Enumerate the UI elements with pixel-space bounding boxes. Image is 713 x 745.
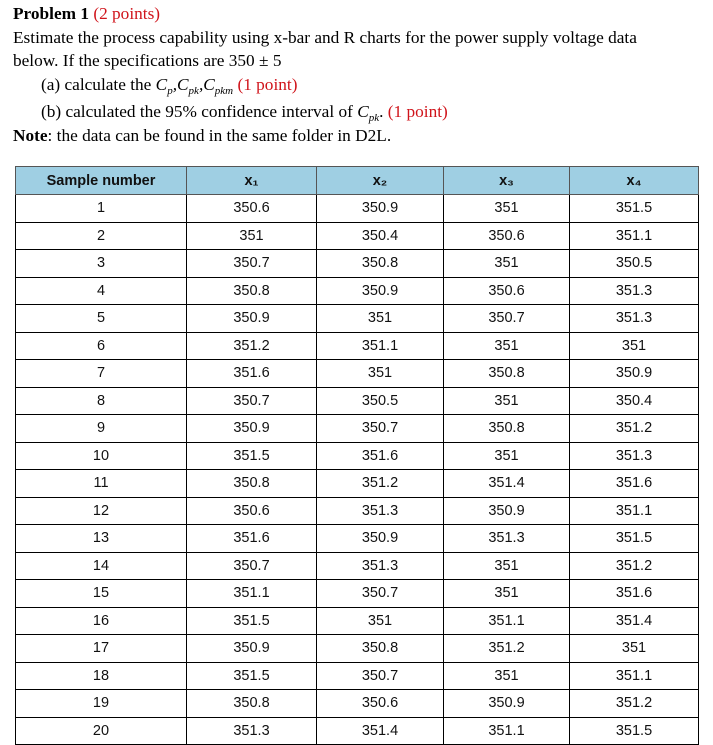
x1-cell: 351.3 bbox=[187, 717, 317, 745]
x1-cell: 351.2 bbox=[187, 332, 317, 360]
x1-cell: 351.5 bbox=[187, 607, 317, 635]
x4-cell: 351.5 bbox=[570, 717, 699, 745]
note-line bbox=[13, 124, 708, 148]
table-row bbox=[16, 277, 699, 305]
part-a-points: (1 point) bbox=[237, 74, 298, 94]
sample-number-cell: 10 bbox=[16, 442, 187, 470]
x3-cell: 351 bbox=[444, 580, 570, 608]
part-a-text: (a) calculate the bbox=[41, 74, 156, 94]
statement-line-2 bbox=[13, 49, 708, 73]
part-b-symbol: $C_{pk}$ bbox=[357, 102, 380, 124]
x1-cell: 350.6 bbox=[187, 497, 317, 525]
sample-number-cell: 14 bbox=[16, 552, 187, 580]
x2-cell: 351 bbox=[317, 607, 444, 635]
sample-number-cell: 1 bbox=[16, 195, 187, 223]
x2-cell: 350.7 bbox=[317, 415, 444, 443]
x3-cell: 350.7 bbox=[444, 305, 570, 333]
x2-cell: 351.4 bbox=[317, 717, 444, 745]
x2-cell: 351.6 bbox=[317, 442, 444, 470]
x2-cell: 351.3 bbox=[317, 552, 444, 580]
sample-number-cell: 4 bbox=[16, 277, 187, 305]
header-x1: x₁ bbox=[187, 167, 317, 195]
statement-line-2-text: below. If the specifications are bbox=[13, 51, 229, 70]
table-row bbox=[16, 552, 699, 580]
specification: 350 ± 5 bbox=[228, 51, 282, 70]
table-row bbox=[16, 607, 699, 635]
x4-cell: 351.1 bbox=[570, 497, 699, 525]
table-row bbox=[16, 250, 699, 278]
sample-number-cell: 2 bbox=[16, 222, 187, 250]
part-b: (b) calculated the 95% confidence interval of $C_{pk}$. (1 point) bbox=[41, 102, 448, 124]
table-row bbox=[16, 717, 699, 745]
x4-cell: 350.5 bbox=[570, 250, 699, 278]
x3-cell: 350.9 bbox=[444, 497, 570, 525]
sample-number-cell: 5 bbox=[16, 305, 187, 333]
x3-cell: 350.6 bbox=[444, 222, 570, 250]
header-x3: x₃ bbox=[444, 167, 570, 195]
table-row bbox=[16, 497, 699, 525]
x4-cell: 351.6 bbox=[570, 470, 699, 498]
problem-title-line bbox=[13, 2, 708, 26]
x2-cell: 351 bbox=[317, 305, 444, 333]
x4-cell: 351.3 bbox=[570, 277, 699, 305]
x1-cell: 351 bbox=[187, 222, 317, 250]
x3-cell: 351 bbox=[444, 552, 570, 580]
table-row bbox=[16, 525, 699, 553]
x2-cell: 351.2 bbox=[317, 470, 444, 498]
sample-number-cell: 17 bbox=[16, 635, 187, 663]
x2-cell: 350.9 bbox=[317, 525, 444, 553]
sample-number-cell: 8 bbox=[16, 387, 187, 415]
note-label: Note bbox=[13, 125, 48, 145]
x3-cell: 351 bbox=[444, 332, 570, 360]
sample-number-cell: 9 bbox=[16, 415, 187, 443]
x1-cell: 350.9 bbox=[187, 415, 317, 443]
x4-cell: 351.2 bbox=[570, 415, 699, 443]
table-body bbox=[16, 195, 699, 745]
x3-cell: 351 bbox=[444, 195, 570, 223]
part-a bbox=[13, 73, 708, 97]
x2-cell: 350.8 bbox=[317, 250, 444, 278]
problem-statement bbox=[13, 2, 708, 147]
part-a-capability-indices: $C_p,C_{pk},C_{pkm}$ bbox=[155, 74, 234, 97]
x2-cell: 350.4 bbox=[317, 222, 444, 250]
x1-cell: 350.8 bbox=[187, 277, 317, 305]
x2-cell: 350.9 bbox=[317, 195, 444, 223]
x2-cell: 351.3 bbox=[317, 497, 444, 525]
x3-cell: 351 bbox=[444, 387, 570, 415]
x4-cell: 351.2 bbox=[570, 690, 699, 718]
sample-number-cell: 3 bbox=[16, 250, 187, 278]
x1-cell: 350.7 bbox=[187, 552, 317, 580]
x1-cell: 351.6 bbox=[187, 525, 317, 553]
table-row bbox=[16, 442, 699, 470]
sample-number-cell: 16 bbox=[16, 607, 187, 635]
x4-cell: 351.1 bbox=[570, 222, 699, 250]
problem-title: Problem 1 bbox=[13, 4, 89, 23]
sample-number-cell: 6 bbox=[16, 332, 187, 360]
statement-line-1: Estimate the process capability using x-bar and R charts for the power supply voltage data bbox=[13, 27, 637, 47]
x2-cell: 350.6 bbox=[317, 690, 444, 718]
sample-number-cell: 13 bbox=[16, 525, 187, 553]
x1-cell: 351.1 bbox=[187, 580, 317, 608]
sample-number-cell: 19 bbox=[16, 690, 187, 718]
x4-cell: 351.1 bbox=[570, 662, 699, 690]
x3-cell: 351.2 bbox=[444, 635, 570, 663]
sample-number-cell: 7 bbox=[16, 360, 187, 388]
x3-cell: 351.1 bbox=[444, 607, 570, 635]
table-row bbox=[16, 332, 699, 360]
x2-cell: 350.5 bbox=[317, 387, 444, 415]
x3-cell: 350.6 bbox=[444, 277, 570, 305]
x4-cell: 351.3 bbox=[570, 442, 699, 470]
x1-cell: 350.9 bbox=[187, 635, 317, 663]
x2-cell: 351.1 bbox=[317, 332, 444, 360]
x1-cell: 351.6 bbox=[187, 360, 317, 388]
x4-cell: 351.6 bbox=[570, 580, 699, 608]
sample-number-cell: 12 bbox=[16, 497, 187, 525]
voltage-data-table bbox=[15, 166, 699, 745]
table-row bbox=[16, 222, 699, 250]
x4-cell: 351 bbox=[570, 332, 699, 360]
x1-cell: 351.5 bbox=[187, 442, 317, 470]
x1-cell: 350.8 bbox=[187, 690, 317, 718]
x3-cell: 351.4 bbox=[444, 470, 570, 498]
x3-cell: 351 bbox=[444, 442, 570, 470]
x4-cell: 350.4 bbox=[570, 387, 699, 415]
x4-cell: 351.5 bbox=[570, 195, 699, 223]
part-b-points: (1 point) bbox=[387, 102, 448, 121]
note-text: : the data can be found in the same folder in D2L. bbox=[47, 125, 392, 145]
x1-cell: 350.6 bbox=[187, 195, 317, 223]
part-b-text: (b) calculated the 95% confidence interval of bbox=[41, 102, 358, 121]
x2-cell: 351 bbox=[317, 360, 444, 388]
table-row bbox=[16, 387, 699, 415]
x3-cell: 350.8 bbox=[444, 415, 570, 443]
x3-cell: 351 bbox=[444, 250, 570, 278]
x4-cell: 351.2 bbox=[570, 552, 699, 580]
x3-cell: 350.8 bbox=[444, 360, 570, 388]
x3-cell: 351.3 bbox=[444, 525, 570, 553]
table-row bbox=[16, 580, 699, 608]
x4-cell: 351.3 bbox=[570, 305, 699, 333]
table-row bbox=[16, 415, 699, 443]
x2-cell: 350.7 bbox=[317, 580, 444, 608]
sample-number-cell: 20 bbox=[16, 717, 187, 745]
x1-cell: 350.7 bbox=[187, 250, 317, 278]
problem-points: (2 points) bbox=[93, 4, 161, 23]
sample-number-cell: 11 bbox=[16, 470, 187, 498]
header-sample-number: Sample number bbox=[16, 167, 187, 195]
sample-number-cell: 18 bbox=[16, 662, 187, 690]
x1-cell: 350.8 bbox=[187, 470, 317, 498]
x3-cell: 351.1 bbox=[444, 717, 570, 745]
table-row bbox=[16, 690, 699, 718]
table-row bbox=[16, 305, 699, 333]
x3-cell: 350.9 bbox=[444, 690, 570, 718]
table-row bbox=[16, 470, 699, 498]
table-row bbox=[16, 635, 699, 663]
x1-cell: 351.5 bbox=[187, 662, 317, 690]
x4-cell: 351.4 bbox=[570, 607, 699, 635]
x2-cell: 350.8 bbox=[317, 635, 444, 663]
x2-cell: 350.9 bbox=[317, 277, 444, 305]
x4-cell: 351.5 bbox=[570, 525, 699, 553]
x4-cell: 351 bbox=[570, 635, 699, 663]
sample-number-cell: 15 bbox=[16, 580, 187, 608]
header-x2: x₂ bbox=[317, 167, 444, 195]
x4-cell: 350.9 bbox=[570, 360, 699, 388]
table-row bbox=[16, 360, 699, 388]
table-header-row bbox=[16, 167, 699, 195]
x1-cell: 350.9 bbox=[187, 305, 317, 333]
x1-cell: 350.7 bbox=[187, 387, 317, 415]
x2-cell: 350.7 bbox=[317, 662, 444, 690]
table-row bbox=[16, 662, 699, 690]
x3-cell: 351 bbox=[444, 662, 570, 690]
header-x4: x₄ bbox=[570, 167, 699, 195]
table-row bbox=[16, 195, 699, 223]
